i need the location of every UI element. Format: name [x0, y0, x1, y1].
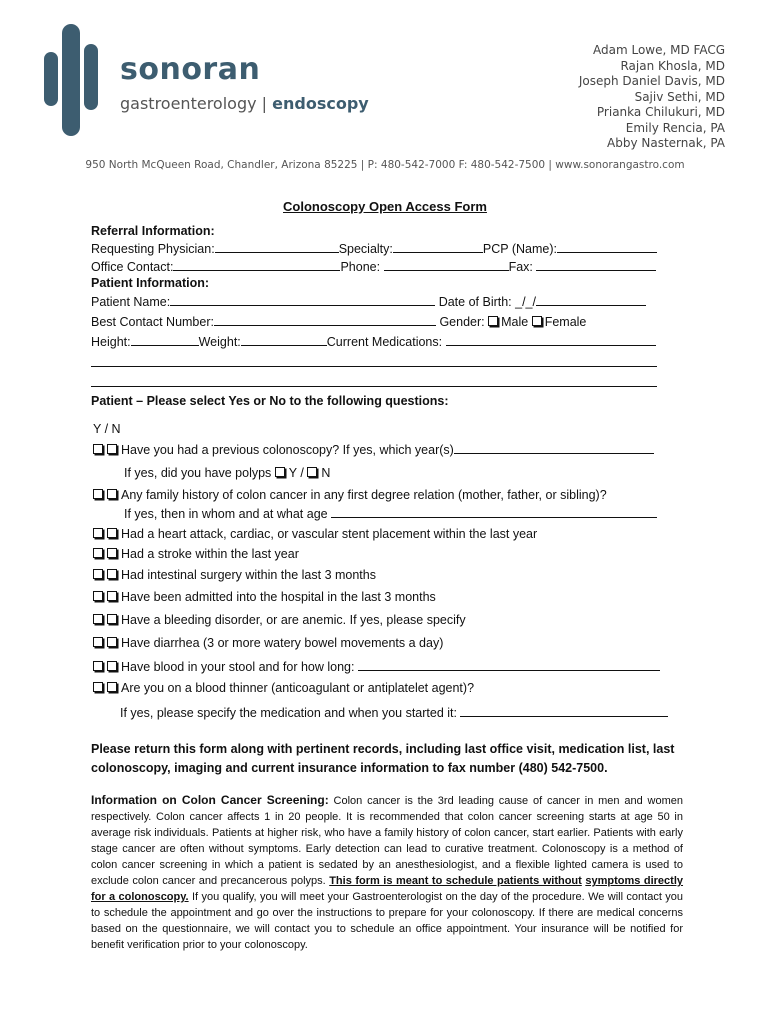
- specialty-field[interactable]: [393, 241, 483, 253]
- yes-checkbox[interactable]: [93, 591, 103, 601]
- pcp-field[interactable]: [557, 241, 657, 253]
- logo-subtitle: gastroenterology | endoscopy: [120, 94, 369, 113]
- staff-member: Prianka Chilukuri, MD: [596, 105, 725, 119]
- no-checkbox[interactable]: [107, 444, 117, 454]
- height-field[interactable]: [131, 334, 199, 346]
- yes-checkbox[interactable]: [93, 444, 103, 454]
- meds-line-1[interactable]: [91, 366, 657, 367]
- dob-field[interactable]: [536, 294, 646, 306]
- fax-field[interactable]: [536, 259, 656, 271]
- no-checkbox[interactable]: [107, 614, 117, 624]
- colonoscopy-year-field[interactable]: [454, 442, 654, 454]
- staff-member: Adam Lowe, MD FACG: [593, 43, 725, 57]
- patient-heading: Patient Information:: [91, 276, 210, 290]
- no-checkbox[interactable]: [107, 528, 117, 538]
- question-family-whom: If yes, then in whom and at what age: [124, 506, 657, 521]
- no-checkbox[interactable]: [107, 569, 117, 579]
- male-checkbox[interactable]: [488, 316, 498, 326]
- office-contact-field[interactable]: [173, 259, 340, 271]
- questions-heading: Patient – Please select Yes or No to the following questions:: [91, 394, 449, 408]
- question-family-history: Any family history of colon cancer in any first degree relation (mother, father, or sibling)?: [93, 488, 607, 502]
- no-checkbox[interactable]: [107, 637, 117, 647]
- question-hospital: Have been admitted into the hospital in the last 3 months: [93, 590, 436, 604]
- question-blood-stool: Have blood in your stool and for how long:: [93, 659, 660, 674]
- no-checkbox[interactable]: [107, 489, 117, 499]
- question-blood-thinner-detail: If yes, please specify the medication and when you started it:: [120, 705, 668, 720]
- referral-row-1: Requesting Physician: Specialty: PCP (Name):: [91, 241, 657, 256]
- question-previous-colonoscopy: Have you had a previous colonoscopy? If yes, which year(s): [93, 442, 654, 457]
- patient-row-1: Patient Name: Date of Birth: _/_/: [91, 294, 646, 309]
- female-checkbox[interactable]: [532, 316, 542, 326]
- staff-list: [579, 43, 725, 152]
- phone-field[interactable]: [384, 259, 509, 271]
- logo-mark-icon: [44, 24, 114, 138]
- no-checkbox[interactable]: [107, 591, 117, 601]
- staff-member: Rajan Khosla, MD: [620, 58, 725, 73]
- question-polyps: If yes, did you have polyps Y / N: [124, 466, 331, 480]
- current-meds-field[interactable]: [446, 334, 656, 346]
- logo-wordmark: sonoran: [120, 52, 261, 87]
- no-checkbox[interactable]: [107, 682, 117, 692]
- weight-field[interactable]: [241, 334, 327, 346]
- blood-thinner-field[interactable]: [460, 705, 668, 717]
- blood-stool-field[interactable]: [358, 659, 660, 671]
- polyps-no-checkbox[interactable]: [307, 467, 317, 477]
- yes-checkbox[interactable]: [93, 614, 103, 624]
- return-instructions: Please return this form along with pertinent records, including last office visit, medication list, last colonoscopy, imaging and current insurance information to fax number (480) 542-7500.: [91, 742, 675, 775]
- form-title: Colonoscopy Open Access Form: [283, 199, 487, 214]
- yes-checkbox[interactable]: [93, 637, 103, 647]
- yes-checkbox[interactable]: [93, 682, 103, 692]
- screening-info: Information on Colon Cancer Screening: Colon cancer is the 3rd leading cause of cancer in men and women respectively. Colon cancer affects 1 in 20 people. It is recommended that colon cancer screening starts at age 50 in average risk individuals. Patients at higher risk, who have a family history of colon cancer, start earlier. Patients with early stage cancer are often without symptoms. Early detection can lead to curative treatment. Colonoscopy is a method of colon cancer screening in which a patient is sedated by an anesthesiologist, and a flexible lighted camera is used to exclude colon cancer and precancerous polyps. This form is meant to schedule patients without symptoms directly for a colonoscopy. If you qualify, you will meet your Gastroenterologist on the day of the procedure. We will contact you to schedule the appointment and go over the instructions to prepare for your colonoscopy. If there are medical concerns based on the questionnaire, we will contact you to schedule an office appointment. Your insurance will be notified for benefit verification prior to your colonoscopy.: [91, 793, 684, 951]
- yes-checkbox[interactable]: [93, 661, 103, 671]
- staff-member: Emily Rencia, PA: [625, 120, 725, 135]
- address-line: 950 North McQueen Road, Chandler, Arizona 85225 | P: 480-542-7000 F: 480-542-7500 | www.sonorangastro.com: [85, 159, 685, 171]
- question-diarrhea: Have diarrhea (3 or more watery bowel movements a day): [93, 636, 443, 650]
- meds-line-2[interactable]: [91, 386, 657, 387]
- yn-header: Y / N: [93, 422, 121, 436]
- staff-member: Sajiv Sethi, MD: [634, 89, 725, 104]
- patient-row-2: Best Contact Number: Gender: Male Female: [91, 315, 587, 329]
- question-blood-thinner: Are you on a blood thinner (anticoagulant or antiplatelet agent)?: [93, 681, 474, 695]
- yes-checkbox[interactable]: [93, 489, 103, 499]
- question-stroke: Had a stroke within the last year: [93, 547, 299, 561]
- staff-member: Joseph Daniel Davis, MD: [578, 74, 725, 88]
- no-checkbox[interactable]: [107, 548, 117, 558]
- referral-row-2: Office Contact: Phone: Fax:: [91, 259, 656, 274]
- polyps-yes-checkbox[interactable]: [275, 467, 285, 477]
- yes-checkbox[interactable]: [93, 548, 103, 558]
- staff-member: Abby Nasternak, PA: [607, 136, 725, 150]
- requesting-physician-field[interactable]: [215, 241, 339, 253]
- patient-name-field[interactable]: [170, 294, 435, 306]
- question-bleeding: Have a bleeding disorder, or are anemic. If yes, please specify: [93, 613, 466, 627]
- no-checkbox[interactable]: [107, 661, 117, 671]
- best-contact-field[interactable]: [214, 314, 436, 326]
- question-heart-attack: Had a heart attack, cardiac, or vascular stent placement within the last year: [93, 527, 537, 541]
- patient-row-3: Height: Weight: Current Medications:: [91, 334, 656, 349]
- family-whom-field[interactable]: [331, 506, 657, 518]
- yes-checkbox[interactable]: [93, 569, 103, 579]
- referral-heading: Referral Information:: [91, 224, 215, 238]
- yes-checkbox[interactable]: [93, 528, 103, 538]
- question-intestinal-surgery: Had intestinal surgery within the last 3 months: [93, 568, 376, 582]
